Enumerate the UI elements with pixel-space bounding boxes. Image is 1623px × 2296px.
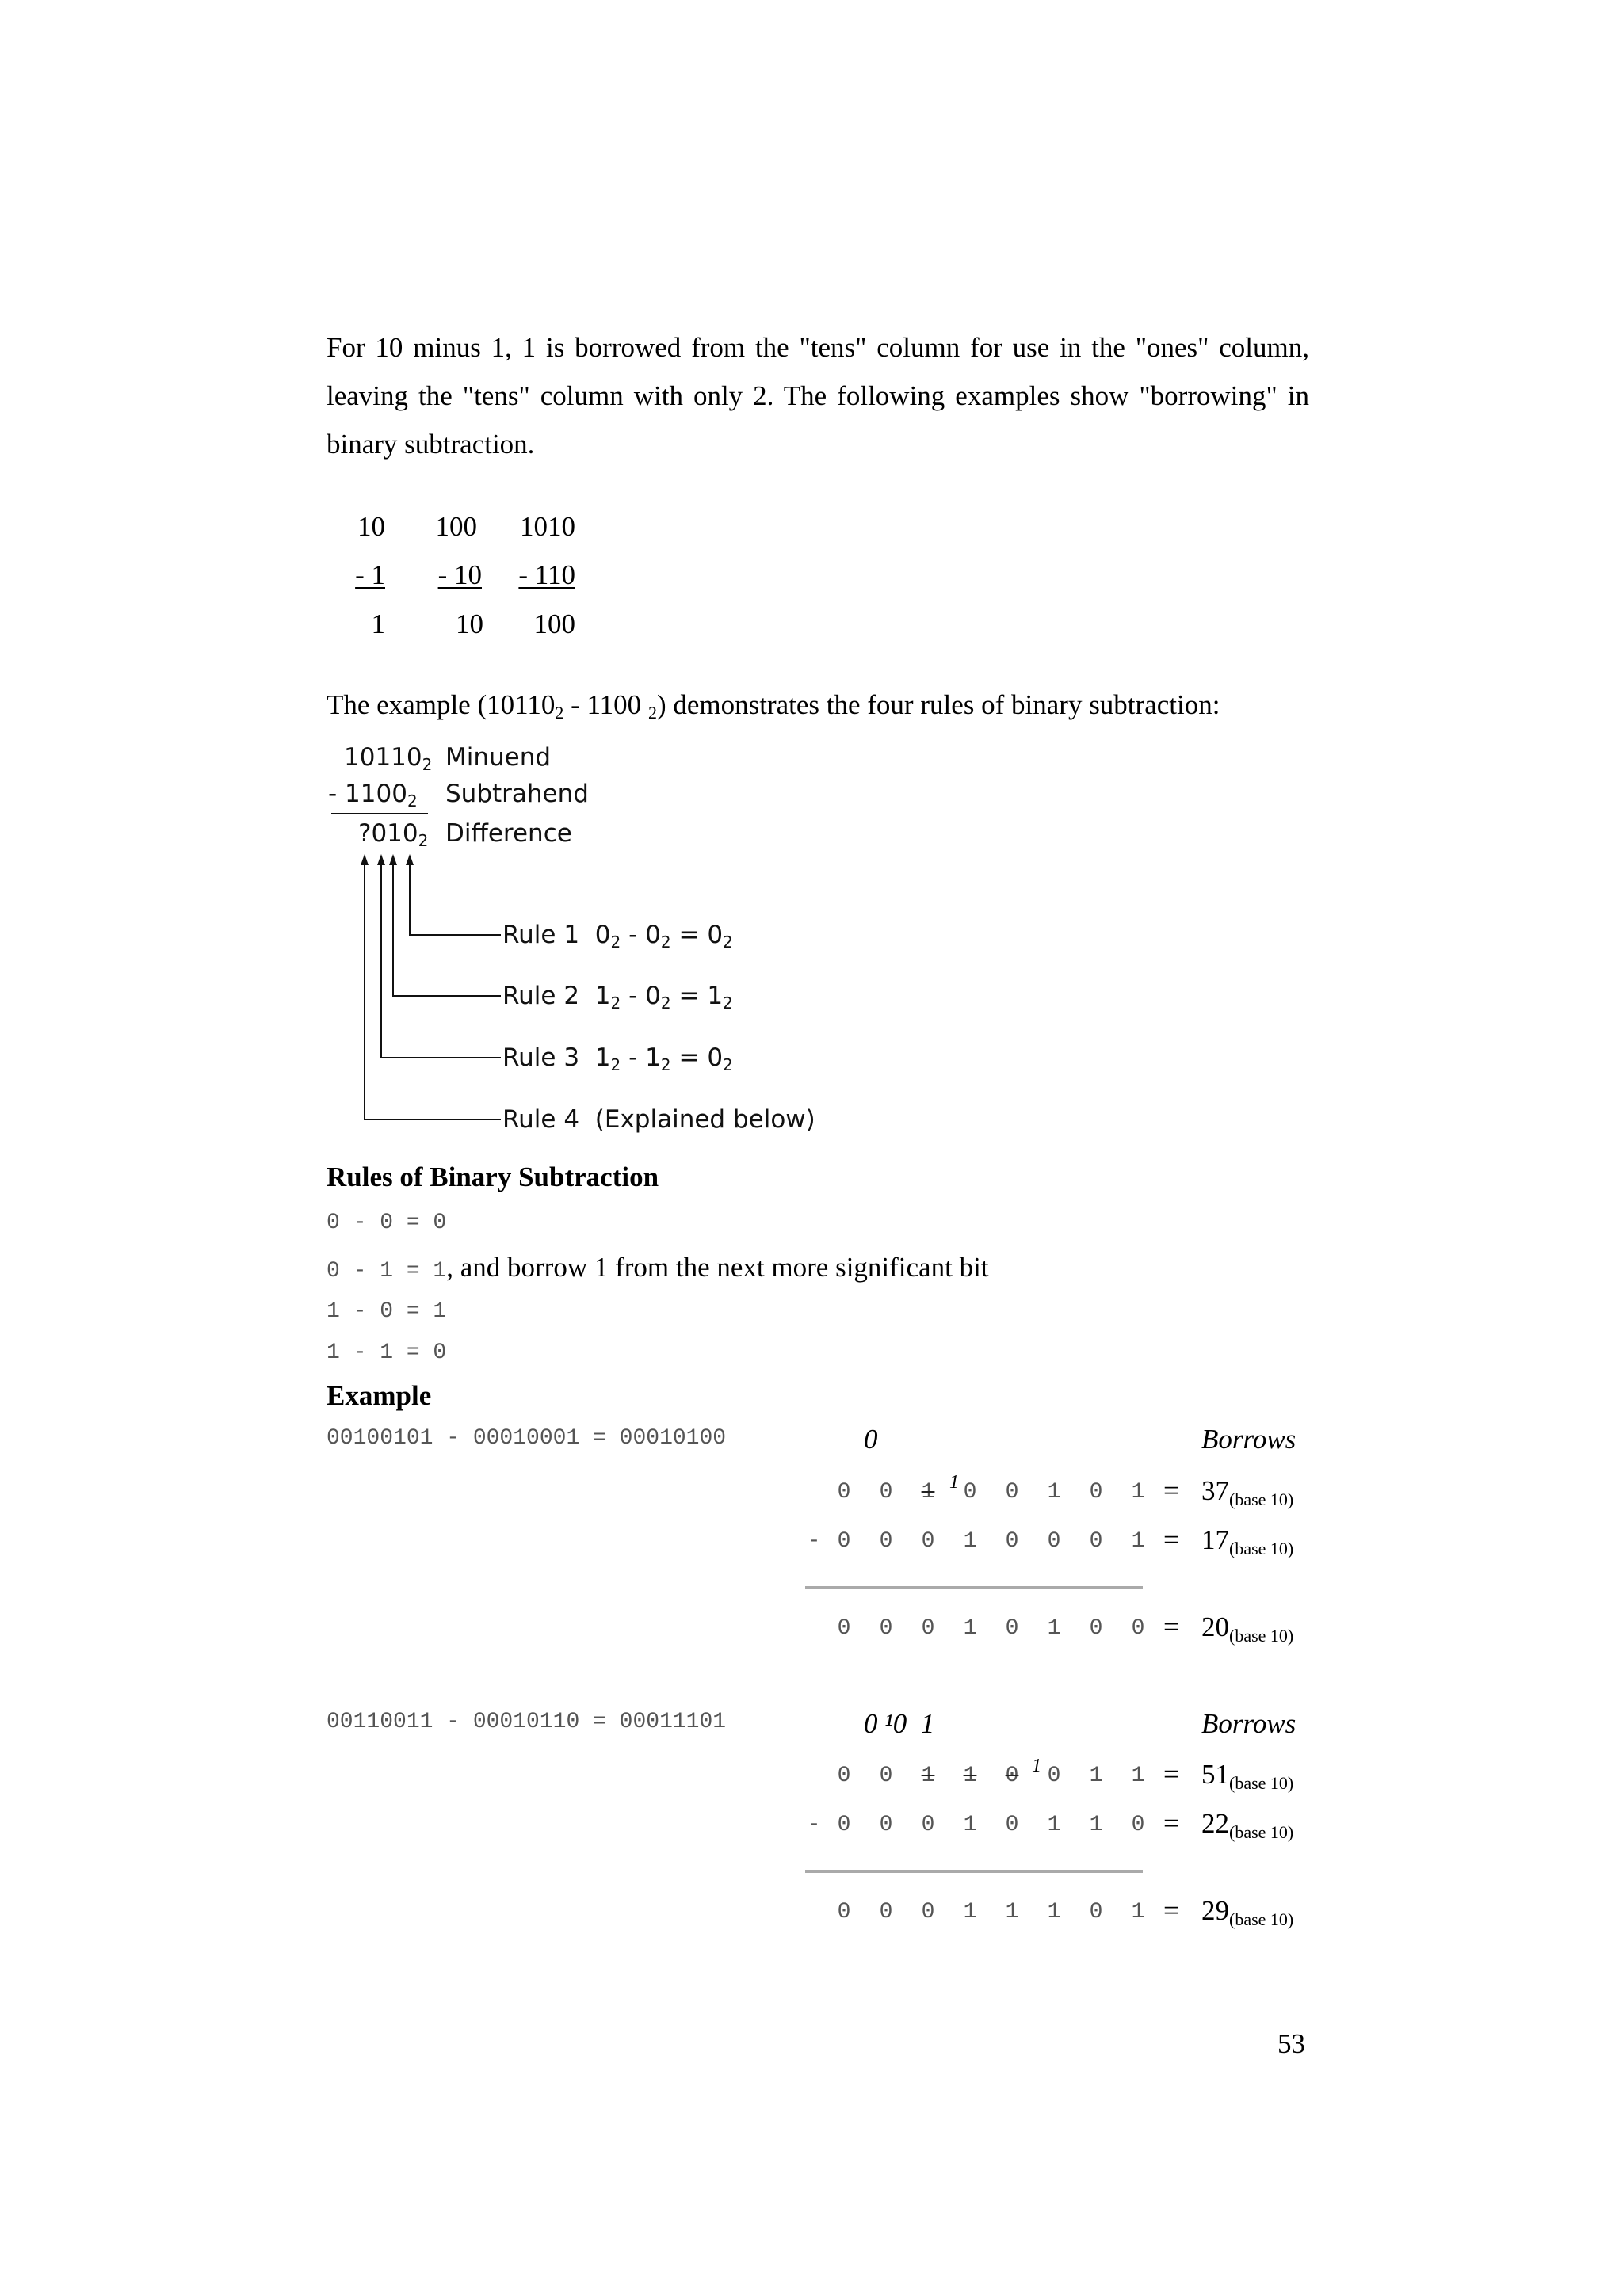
example-1-subtrahend-decimal	[1201, 1524, 1293, 1559]
subscript: 2	[660, 933, 671, 952]
bit: 0	[879, 1900, 893, 1924]
rule-operand: 1	[645, 1043, 661, 1072]
example-2-expression: 00110011 - 00010110 = 00011101	[327, 1710, 727, 1734]
equals-sign: =	[1163, 1895, 1179, 1926]
bit: 1	[1047, 1616, 1061, 1641]
subscript: 2	[647, 703, 657, 723]
subscript: 2	[555, 703, 564, 723]
rule-expression: 1 - 1 = 0	[327, 1341, 447, 1365]
rule-label: Rule 3	[502, 1043, 580, 1072]
subscript: 2	[660, 994, 671, 1013]
bit: 0	[1005, 1529, 1019, 1554]
example-result: 100	[533, 608, 575, 639]
rule-item	[327, 1341, 446, 1365]
subscript: 2	[610, 933, 621, 952]
diagram-minuend-label: Minuend	[445, 743, 552, 772]
equals-sign: =	[1163, 1475, 1179, 1506]
decimal-value: 29	[1201, 1895, 1229, 1926]
bit: 1	[963, 1616, 977, 1641]
diagram-subtrahend-label: Subtrahend	[445, 780, 589, 808]
subscript: 2	[660, 1055, 671, 1074]
bit: 0	[837, 1616, 851, 1641]
diagram-arrows	[0, 0, 872, 1149]
bit: 0	[1089, 1529, 1103, 1554]
bit: 1	[1047, 1813, 1061, 1837]
paragraph-line: For 10 minus 1, 1 is borrowed from the "tens" column for use in the "ones" column,	[327, 332, 1309, 363]
subscript: 2	[610, 1055, 621, 1074]
example-heading: Example	[327, 1380, 432, 1411]
diagram-rule-3: Rule 3 $1_2 - 1_2 = 0_2$	[502, 1043, 733, 1074]
decimal-value: 37	[1201, 1475, 1229, 1506]
base-note: (base 10)	[1229, 1489, 1294, 1509]
rules-heading: Rules of Binary Subtraction	[327, 1161, 659, 1192]
decimal-value: 20	[1201, 1611, 1229, 1642]
bit: 1	[963, 1813, 977, 1837]
bit: 0	[1089, 1616, 1103, 1641]
rule-label: Rule 2	[502, 982, 580, 1010]
example-2-subtrahend-decimal	[1201, 1808, 1293, 1843]
example-1-expression: 00100101 - 00010001 = 00010100	[327, 1426, 727, 1451]
subtrahend-value: - 1100	[328, 780, 407, 808]
base-note: (base 10)	[1229, 1822, 1294, 1842]
page-number: 53	[1277, 2028, 1305, 2059]
example-subtrahend: - 10	[437, 559, 482, 590]
bit: 0	[879, 1764, 893, 1788]
borrow-mark: 1	[949, 1472, 959, 1493]
bit: 0	[879, 1529, 893, 1554]
bit: 1	[963, 1529, 977, 1554]
example-1-minuend-decimal	[1201, 1475, 1293, 1510]
equals-sign: =	[1163, 1611, 1179, 1642]
example-1-rule	[805, 1586, 1143, 1589]
example-result: 10	[456, 608, 483, 639]
decimal-value: 51	[1201, 1759, 1229, 1790]
minuend-value: 10110	[344, 743, 422, 772]
bit: 0	[879, 1480, 893, 1505]
diagram-difference-label: Difference	[445, 819, 572, 848]
rule-operand: 0	[645, 921, 661, 949]
bit: 0	[837, 1813, 851, 1837]
bit: 0	[921, 1616, 935, 1641]
bit: 0	[1005, 1480, 1019, 1505]
diagram-rule-1: Rule 1 $0_2 - 0_2 = 0_2$	[502, 921, 733, 952]
bit: 0	[921, 1900, 935, 1924]
bit: 1	[963, 1900, 977, 1924]
base-note: (base 10)	[1229, 1909, 1294, 1929]
intro-text: - 1100	[563, 689, 648, 720]
subscript: 2	[723, 1055, 733, 1074]
subscript: 2	[422, 755, 433, 774]
borrow-mark: 1	[1032, 1756, 1041, 1776]
rule-result: 0	[707, 1043, 724, 1072]
minus-sign: -	[807, 1529, 821, 1554]
equals-sign: =	[1163, 1759, 1179, 1790]
example-subtrahend: - 1	[355, 559, 385, 590]
rule-expression: 1 - 0 = 1	[327, 1299, 447, 1324]
bit: 1	[963, 1764, 977, 1788]
bit: 1	[1131, 1480, 1145, 1505]
subscript: 2	[407, 791, 418, 810]
base-note: (base 10)	[1229, 1773, 1294, 1793]
example-subtrahend: - 110	[518, 559, 575, 590]
bit: 1	[1047, 1900, 1061, 1924]
rule-item	[327, 1252, 989, 1283]
example-2-minuend-decimal	[1201, 1759, 1293, 1794]
bit: 1	[1089, 1813, 1103, 1837]
bit: 0	[921, 1813, 935, 1837]
decimal-value: 22	[1201, 1808, 1229, 1839]
example-1-result-decimal	[1201, 1611, 1293, 1646]
rule-operand: 1	[594, 1043, 611, 1072]
paragraph-line: leaving the "tens" column with only 2. The following examples show "borrowing" in	[327, 380, 1309, 411]
example-2-result-decimal	[1201, 1895, 1293, 1930]
example-minuend: 10	[357, 511, 385, 542]
bit: 0	[837, 1900, 851, 1924]
rule-expression: 0 - 1 = 1	[327, 1259, 447, 1283]
minus-sign: -	[807, 1813, 821, 1837]
bit: 1	[921, 1480, 935, 1505]
rule-operand: 0	[645, 982, 661, 1010]
rule-result: 1	[707, 982, 724, 1010]
subscript: 2	[723, 994, 733, 1013]
bit: 0	[963, 1480, 977, 1505]
bit: 0	[879, 1813, 893, 1837]
bit: 0	[1089, 1480, 1103, 1505]
base-note: (base 10)	[1229, 1539, 1294, 1558]
rule-label: Rule 4	[502, 1105, 580, 1134]
example-1-borrows-digits: 0	[864, 1424, 878, 1455]
bit: 0	[837, 1529, 851, 1554]
example-2-rule	[805, 1870, 1143, 1873]
bit: 0	[837, 1764, 851, 1788]
rule-item	[327, 1299, 446, 1324]
bit: 1	[921, 1764, 935, 1788]
rule-operand: 0	[594, 921, 611, 949]
subscript: 2	[610, 994, 621, 1013]
rule-operand: 1	[594, 982, 611, 1010]
rule-result: 0	[707, 921, 724, 949]
bit: 0	[921, 1529, 935, 1554]
rule-expression: 0 - 0 = 0	[327, 1211, 447, 1235]
bit: 0	[1131, 1813, 1145, 1837]
example-2-borrows-label: Borrows	[1201, 1708, 1296, 1739]
subscript: 2	[723, 933, 733, 952]
example-2-borrows-digits: 0 ¹0 1	[864, 1708, 935, 1739]
bit: 0	[1089, 1900, 1103, 1924]
bit: 0	[1005, 1813, 1019, 1837]
bit: 1	[1131, 1529, 1145, 1554]
diagram-rule-2: Rule 2 $1_2 - 0_2 = 1_2$	[502, 982, 733, 1013]
base-note: (base 10)	[1229, 1626, 1294, 1646]
bit: 1	[1089, 1764, 1103, 1788]
paragraph-line: binary subtraction.	[327, 429, 535, 460]
rule-label: Rule 1	[502, 921, 580, 949]
bit: 0	[837, 1480, 851, 1505]
example-result: 1	[371, 608, 385, 639]
bit: 1	[1047, 1480, 1061, 1505]
bit: 1	[1131, 1764, 1145, 1788]
rule-note: (Explained below)	[594, 1105, 815, 1134]
diagram-rule-4	[502, 1105, 815, 1134]
bit: 1	[1131, 1900, 1145, 1924]
bit: 0	[1131, 1616, 1145, 1641]
bit: 0	[1047, 1529, 1061, 1554]
intro-text: ) demonstrates the four rules of binary subtraction:	[656, 689, 1220, 720]
intro-text: The example (10110	[327, 689, 556, 720]
rule-item	[327, 1211, 446, 1235]
decimal-value: 17	[1201, 1524, 1229, 1555]
bit: 0	[1005, 1616, 1019, 1641]
rule-note: , and borrow 1 from the next more significant bit	[446, 1252, 989, 1283]
example-minuend: 1010	[520, 511, 575, 542]
bit: 1	[1005, 1900, 1019, 1924]
equals-sign: =	[1163, 1808, 1179, 1839]
subscript: 2	[418, 831, 429, 850]
difference-value: ?010	[358, 819, 418, 848]
example-1-borrows-label: Borrows	[1201, 1424, 1296, 1455]
bit: 0	[1047, 1764, 1061, 1788]
equals-sign: =	[1163, 1524, 1179, 1555]
bit: 0	[1005, 1764, 1019, 1788]
bit: 0	[879, 1616, 893, 1641]
example-minuend: 100	[435, 511, 477, 542]
